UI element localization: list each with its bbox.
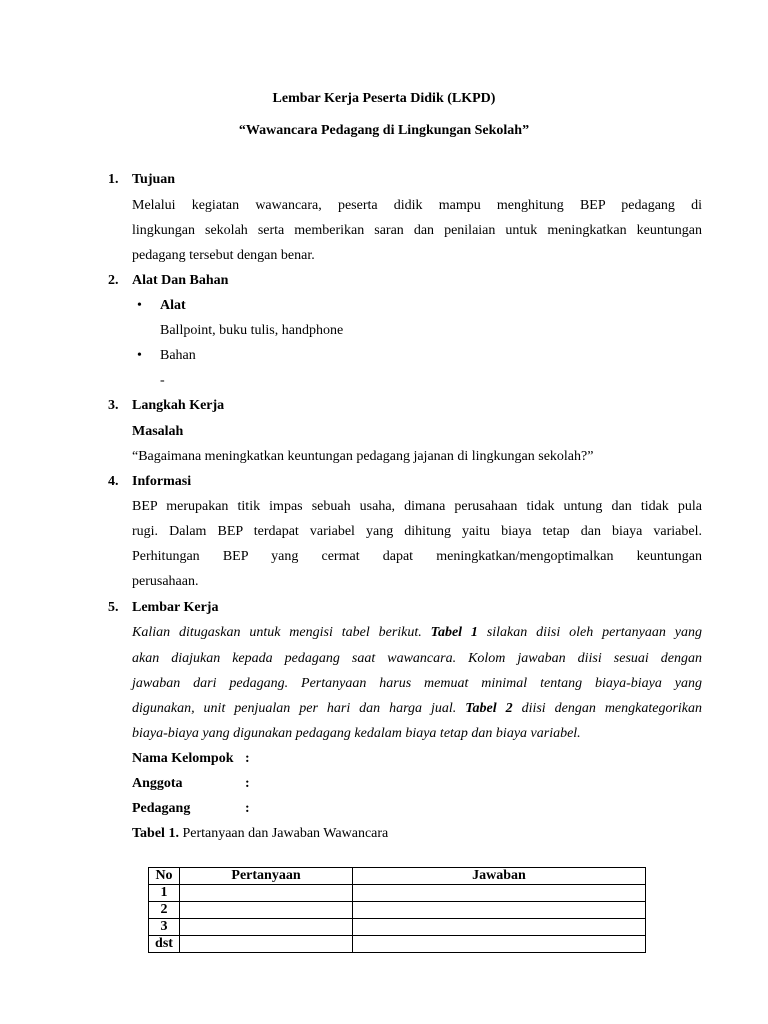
row-no: 3: [149, 919, 180, 936]
section-3-subheading: Masalah: [132, 424, 184, 439]
section-4-number: 4.: [108, 474, 119, 489]
section-5-number: 5.: [108, 600, 119, 615]
section-5-line-5: biaya-biaya yang digunakan pedagang kedalam biaya tetap dan biaya variabel.: [132, 726, 581, 741]
table-1-ref: Tabel 1: [430, 625, 478, 640]
kelompok-label: Nama Kelompok: [132, 751, 234, 766]
table-row: [149, 936, 646, 953]
anggota-colon: :: [245, 776, 250, 791]
section-5-heading: Lembar Kerja: [132, 600, 219, 615]
line-text: digunakan, unit penjualan per hari dan harga jual.: [132, 701, 466, 716]
kelompok-colon: :: [245, 751, 250, 766]
section-2-heading: Alat Dan Bahan: [132, 273, 229, 288]
section-5-line-3: jawaban dari pedagang. Pertanyaan harus memuat minimal tentang biaya-biaya yang: [132, 676, 702, 691]
header-no: No: [149, 868, 180, 885]
bullet-icon: •: [137, 348, 142, 363]
row-jawaban-cell[interactable]: [353, 936, 646, 953]
section-5-line-4: [132, 700, 702, 718]
section-1-number: 1.: [108, 172, 119, 187]
header-jawaban: Jawaban: [353, 868, 646, 885]
table-row: [149, 902, 646, 919]
table-row: [149, 919, 646, 936]
section-4-line-1: BEP merupakan titik impas sebuah usaha, dimana perusahaan tidak untung dan tidak pula: [132, 499, 702, 514]
section-5-line-2: akan diajukan kepada pedagang saat wawancara. Kolom jawaban diisi sesuai dengan: [132, 651, 702, 666]
bullet-alat-text: Ballpoint, buku tulis, handphone: [160, 323, 344, 338]
bullet-icon: •: [137, 298, 142, 313]
section-4-line-3: Perhitungan BEP yang cermat dapat meningkatkan/mengoptimalkan keuntungan: [132, 549, 702, 564]
bullet-bahan-label: Bahan: [160, 348, 196, 363]
interview-table: [148, 867, 646, 953]
row-pertanyaan-cell[interactable]: [180, 919, 353, 936]
row-no: 2: [149, 902, 180, 919]
section-3-number: 3.: [108, 398, 119, 413]
table-caption-label: Tabel 1.: [132, 826, 179, 841]
row-no: dst: [149, 936, 180, 953]
table-caption-text: Pertanyaan dan Jawaban Wawancara: [178, 826, 389, 841]
row-jawaban-cell[interactable]: [353, 885, 646, 902]
section-1-line-1: Melalui kegiatan wawancara, peserta didik mampu menghitung BEP pedagang di: [132, 198, 702, 213]
bullet-alat-label: Alat: [160, 298, 186, 313]
line-text: diisi dengan mengkategorikan: [512, 701, 703, 716]
document-subtitle: “Wawancara Pedagang di Lingkungan Sekolah”: [238, 123, 530, 138]
row-jawaban-cell[interactable]: [353, 902, 646, 919]
section-3-heading: Langkah Kerja: [132, 398, 225, 413]
document-title: Lembar Kerja Peserta Didik (LKPD): [272, 91, 496, 106]
anggota-label: Anggota: [132, 776, 183, 791]
table-2-ref: Tabel 2: [465, 701, 513, 716]
row-no: 1: [149, 885, 180, 902]
row-pertanyaan-cell[interactable]: [180, 936, 353, 953]
section-1-heading: Tujuan: [132, 172, 176, 187]
line-text: Kalian ditugaskan untuk mengisi tabel berikut.: [132, 625, 431, 640]
section-4-line-4: perusahaan.: [132, 574, 199, 589]
line-text: silakan diisi oleh pertanyaan yang: [477, 625, 702, 640]
section-4-line-2: rugi. Dalam BEP terdapat variabel yang dihitung yaitu biaya tetap dan biaya variabel.: [132, 524, 702, 539]
table-header-row: [149, 868, 646, 885]
bullet-bahan-text: -: [160, 373, 165, 388]
pedagang-colon: :: [245, 801, 250, 816]
section-1-line-2: lingkungan sekolah serta memberikan saran dan penilaian untuk meningkatkan keuntungan: [132, 223, 702, 238]
header-pertanyaan: Pertanyaan: [180, 868, 353, 885]
section-3-question: “Bagaimana meningkatkan keuntungan pedagang jajanan di lingkungan sekolah?”: [132, 449, 594, 464]
row-pertanyaan-cell[interactable]: [180, 885, 353, 902]
row-pertanyaan-cell[interactable]: [180, 902, 353, 919]
table-1-caption: [132, 825, 388, 843]
section-5-line-1: [132, 624, 702, 642]
pedagang-label: Pedagang: [132, 801, 191, 816]
section-2-number: 2.: [108, 273, 119, 288]
table-row: [149, 885, 646, 902]
section-1-line-3: pedagang tersebut dengan benar.: [132, 248, 315, 263]
row-jawaban-cell[interactable]: [353, 919, 646, 936]
section-4-heading: Informasi: [132, 474, 192, 489]
